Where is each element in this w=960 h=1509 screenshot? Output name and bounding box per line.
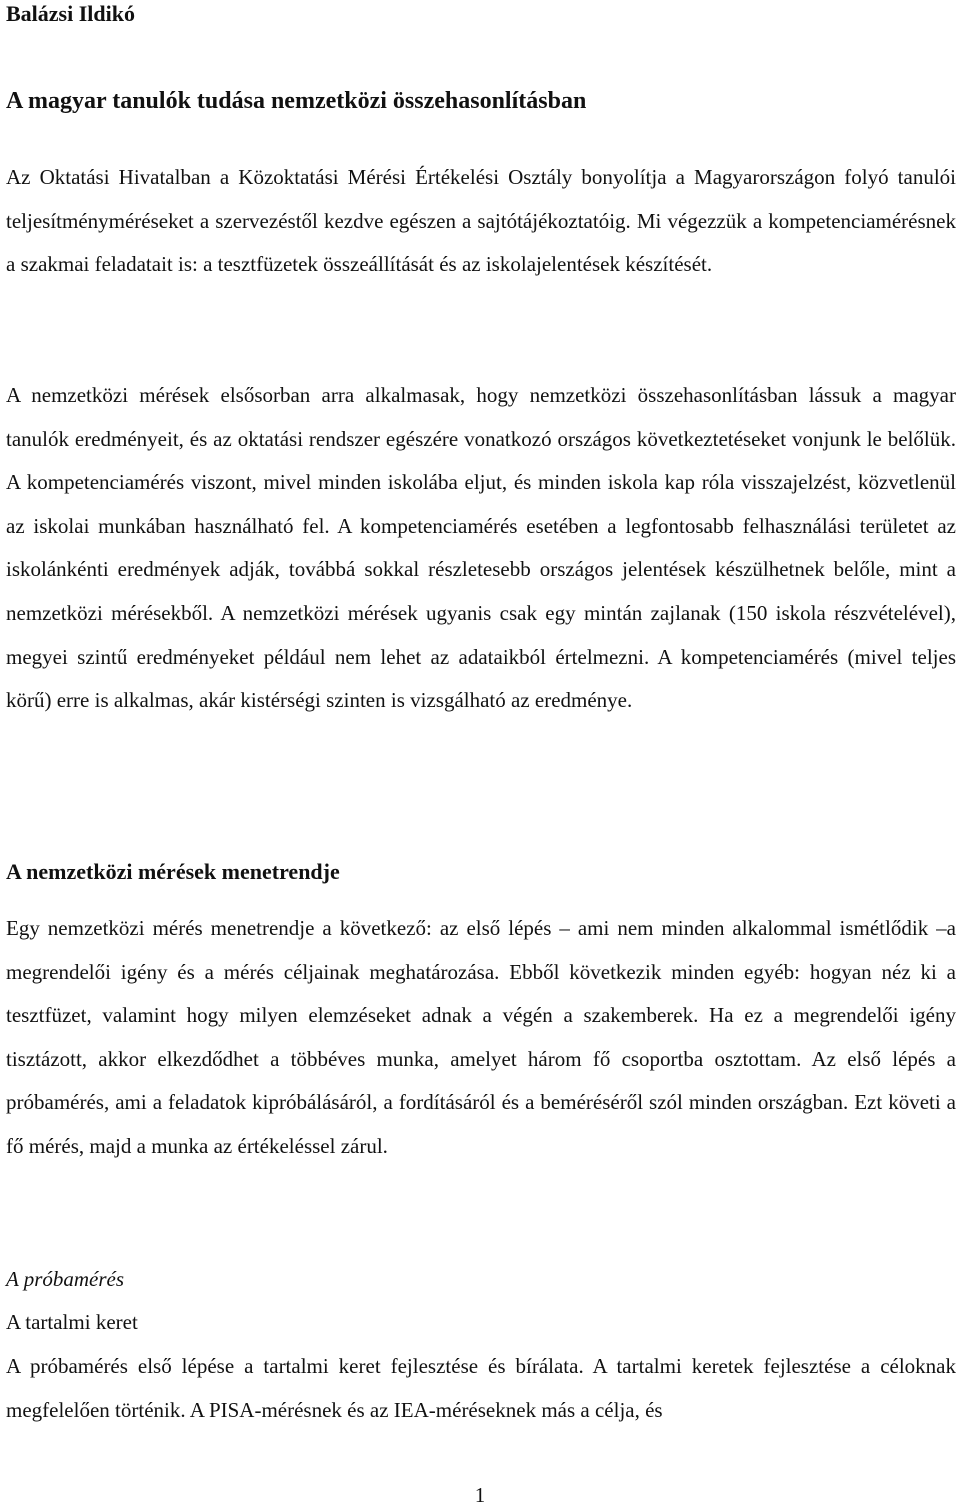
author-name: Balázsi Ildikó — [6, 1, 135, 26]
page-number: 1 — [474, 1483, 486, 1507]
section-heading: A nemzetközi mérések menetrendje — [6, 859, 340, 884]
paragraph-intro: Az Oktatási Hivatalban a Közoktatási Mérési Értékelési Osztály bonyolítja a Magyarországon folyó tanulói teljesítményméréseket a szervezéstől kezdve egészen a sajtótájékoztatóig. Mi végezzük a kompetenciamérésnek a szakmai feladatait is: a tesztfüzetek összeállítását és az iskolajelentések készítését. — [6, 165, 956, 277]
subsection-heading-italic: A próbamérés — [6, 1267, 125, 1291]
subsection-heading: A tartalmi keret — [6, 1310, 138, 1334]
document-title: A magyar tanulók tudása nemzetközi összehasonlításban — [6, 88, 587, 114]
paragraph-international-measurements: A nemzetközi mérések elsősorban arra alkalmasak, hogy nemzetközi összehasonlításban lássuk a magyar tanulók eredményeit, és az oktatási rendszer egészére vonatkozó országos következtetéseket vonjunk le belőlük. A kompetenciamérés viszont, mivel minden iskolába eljut, és minden iskola kap róla visszajelzést, közvetlenül az iskolai munkában használható fel. A kompetenciamérés esetében a legfontosabb felhasználási területet az iskolánkénti eredmények adják, továbbá sokkal részletesebb országos jelentések készülhetnek belőle, mint a nemzetközi mérésekből. A nemzetközi mérések ugyanis csak egy mintán zajlanak (150 iskola részvételével), megyei szintű eredményeket például nem lehet az adataikból értelmezni. A kompetenciamérés (mivel teljes körű) erre is alkalmas, akár kistérségi szinten is vizsgálható az eredménye. — [6, 383, 956, 713]
paragraph-schedule: Egy nemzetközi mérés menetrendje a következő: az első lépés – ami nem minden alkalommal ismétlődik –a megrendelői igény és a mérés céljainak meghatározása. Ebből következik minden egyéb: hogyan néz ki a tesztfüzet, valamint hogy milyen elemzéseket adnak a végén a szakemberek. Ha ez a megrendelői igény tisztázott, akkor elkezdődhet a többéves munka, amelyet három fő csoportba osztottam. Az első lépés a próbamérés, ami a feladatok kipróbálásáról, a fordításáról és a beméréséről szól minden országban. Ezt követi a fő mérés, majd a munka az értékeléssel zárul. — [6, 916, 956, 1158]
paragraph-pilot: A próbamérés első lépése a tartalmi keret fejlesztése és bírálata. A tartalmi keretek fejlesztése a céloknak megfelelően történik. A PISA-mérésnek és az IEA-méréseknek más a célja, és — [6, 1354, 956, 1422]
